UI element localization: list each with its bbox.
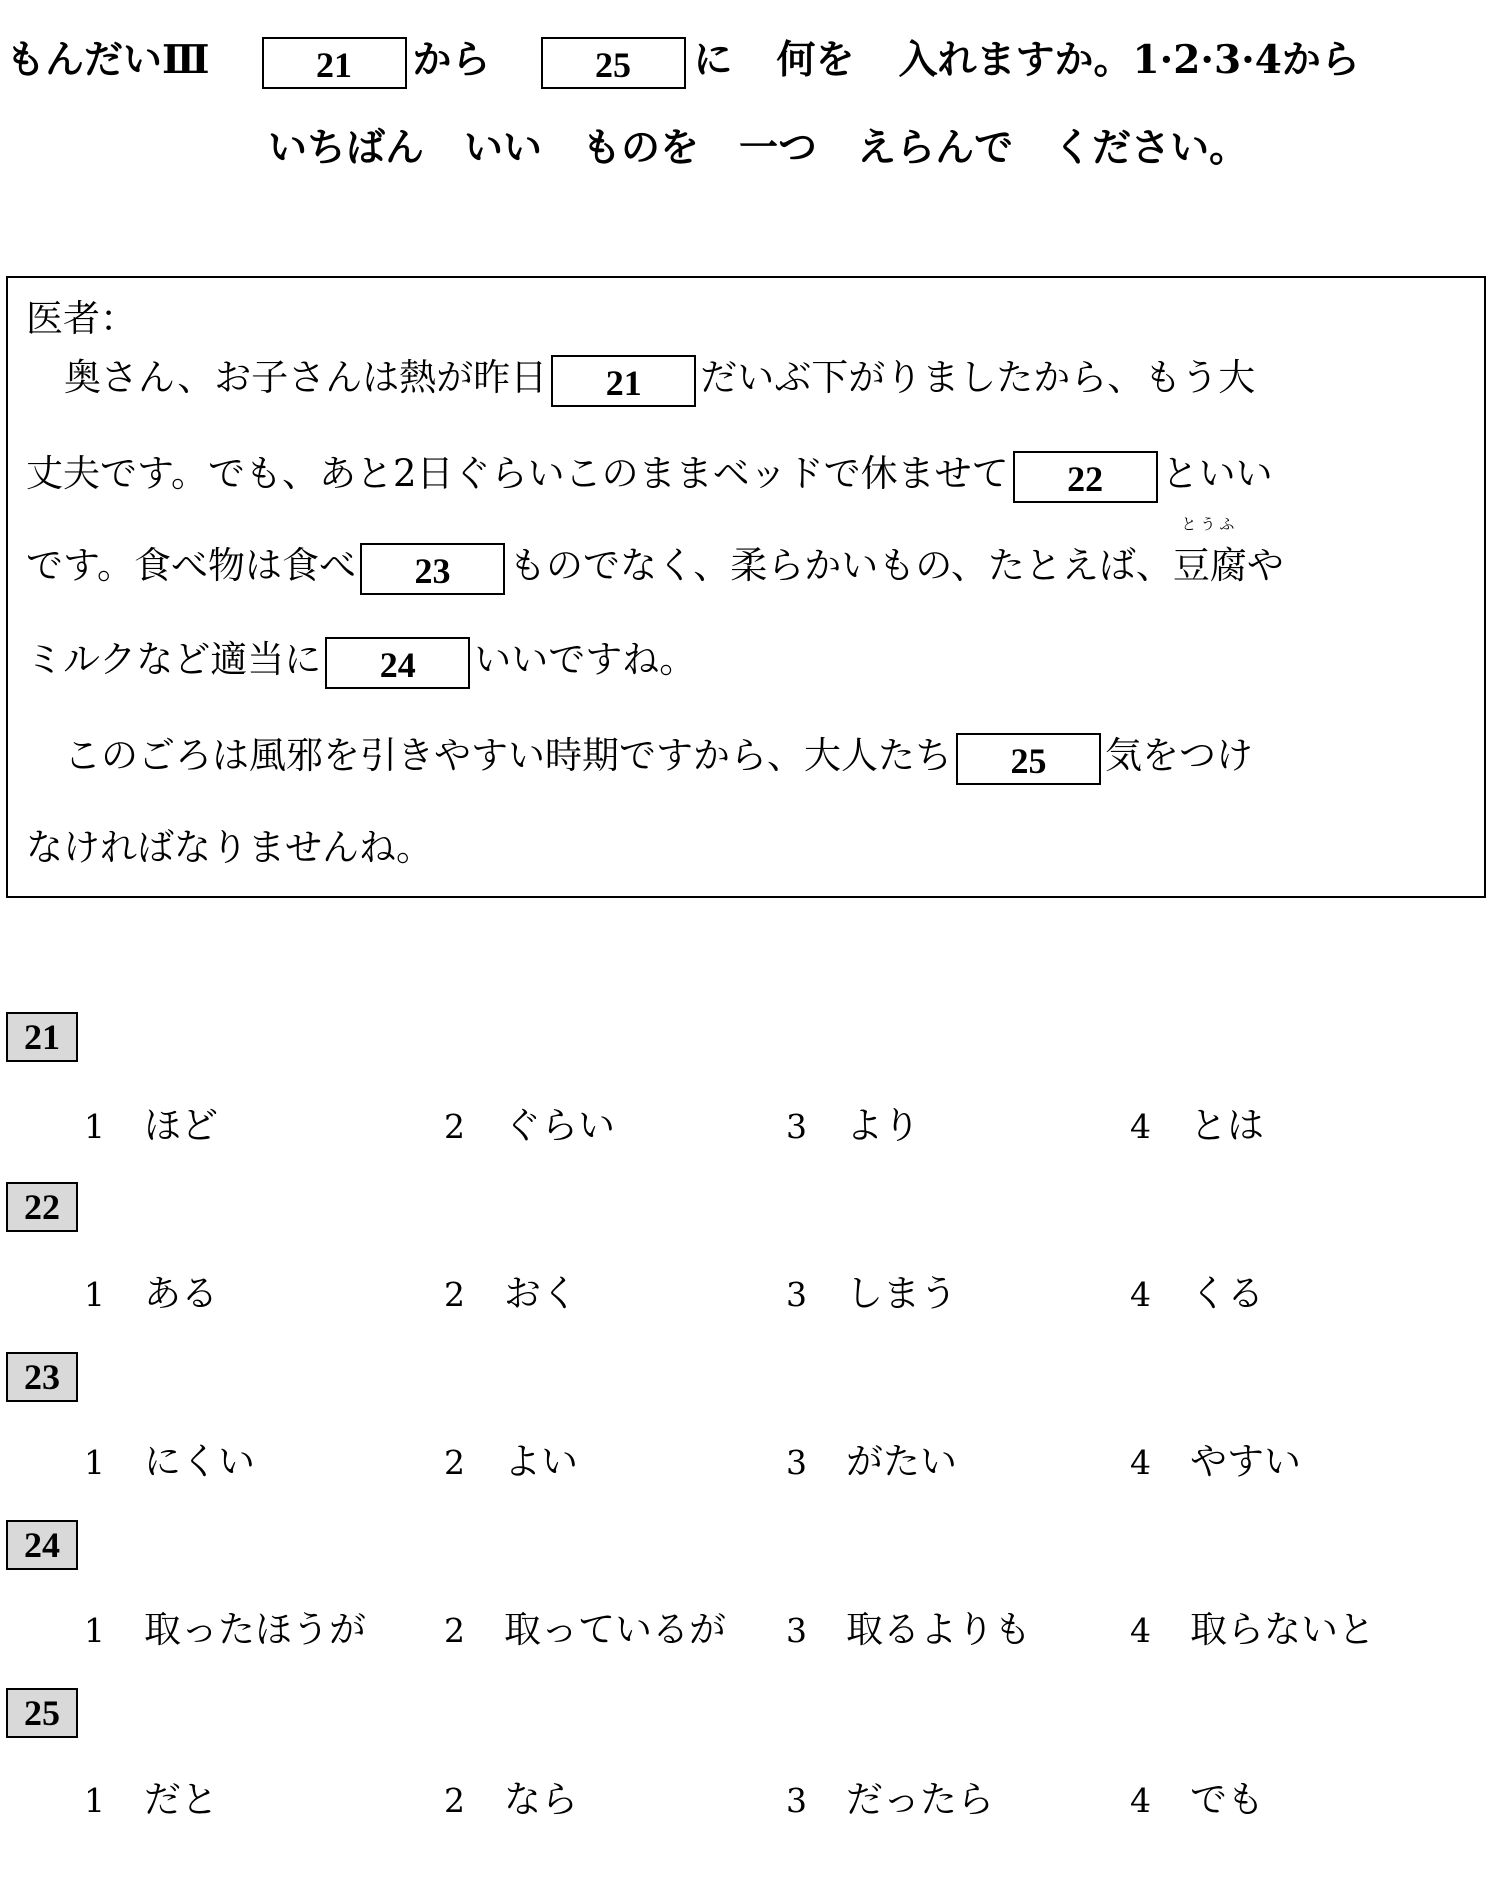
blank-25: 25 (956, 733, 1101, 785)
option[interactable]: 4 やすい (1130, 1440, 1301, 1483)
option[interactable]: 2 ぐらい (444, 1104, 615, 1147)
blank-21: 21 (551, 355, 696, 407)
passage-text: といい (1161, 452, 1273, 495)
instruction-line-2 (268, 118, 1288, 178)
instruction-nani: 何を (776, 37, 855, 83)
section-label: もんだいⅢ (6, 37, 210, 83)
question-number: 25 (6, 1688, 78, 1738)
option[interactable]: 1 ほど (84, 1104, 218, 1147)
passage-text: 気をつけ (1105, 734, 1253, 777)
option[interactable]: 3 より (786, 1104, 920, 1147)
option[interactable]: 4 でも (1130, 1778, 1264, 1821)
instruction-word: えらんで (857, 125, 1014, 171)
speaker-label: 医者： (26, 297, 137, 340)
question-number: 24 (6, 1520, 78, 1570)
option[interactable]: 2 よい (444, 1440, 578, 1483)
blank-23: 23 (360, 543, 505, 595)
tofu-with-reading (1172, 515, 1247, 596)
option[interactable]: 4 くる (1130, 1272, 1264, 1315)
question-options (0, 1600, 1492, 1660)
option[interactable]: 3 だったら (786, 1778, 994, 1821)
passage-line (26, 630, 696, 690)
option[interactable]: 1 ある (84, 1272, 218, 1315)
instruction-word: ものを (582, 125, 700, 171)
furigana: とうふ (1181, 515, 1239, 533)
passage-line (26, 444, 1273, 504)
option[interactable]: 2 おく (444, 1272, 578, 1315)
passage-box (6, 276, 1486, 898)
option[interactable]: 1 だと (84, 1778, 218, 1821)
passage-line (26, 348, 1255, 408)
option[interactable]: 2 取っているが (444, 1608, 726, 1651)
passage-text: なければなりませんね。 (26, 826, 433, 869)
passage-line (26, 726, 1253, 786)
passage-text: だいぶ下がりましたから、もう大 (700, 356, 1256, 399)
option[interactable]: 2 なら (444, 1778, 578, 1821)
passage-line (26, 818, 433, 878)
question-number: 23 (6, 1352, 78, 1402)
passage-text: 豆腐 (1172, 544, 1247, 587)
question-number: 21 (6, 1012, 78, 1062)
question-number: 22 (6, 1182, 78, 1232)
option[interactable]: 3 がたい (786, 1440, 957, 1483)
passage-text: ものでなく、柔らかいもの、たとえば、 (509, 544, 1173, 587)
instruction-word: いちばん (268, 125, 425, 171)
instruction-word: 一つ (739, 125, 818, 171)
instruction-kara: から (412, 37, 491, 83)
instruction-ireru: 入れますか。1·2·3·4から (898, 37, 1360, 83)
option[interactable]: 1 にくい (84, 1440, 255, 1483)
passage-text: 奥さん、お子さんは熱が昨日 (64, 356, 548, 399)
passage-text: このごろは風邪を引きやすい時期ですから、大人たち (64, 734, 952, 777)
instruction-word: ください。 (1053, 125, 1249, 171)
passage-line (26, 515, 1284, 596)
passage-text: です。食べ物は食べ (26, 544, 357, 587)
option[interactable]: 4 とは (1130, 1104, 1264, 1147)
passage-text: や (1246, 544, 1284, 587)
option[interactable]: 3 取るよりも (786, 1608, 1031, 1651)
blank-22: 22 (1013, 451, 1158, 503)
question-options (0, 1432, 1492, 1492)
blank-range-end: 25 (541, 37, 686, 89)
passage-text: いいですね。 (474, 638, 697, 681)
passage-text: ミルクなど適当に (26, 638, 322, 681)
passage-text: 丈夫です。でも、あと2日ぐらいこのままベッドで休ませて (26, 452, 1009, 495)
question-options (0, 1096, 1492, 1156)
instruction-line-1 (6, 30, 1360, 90)
option[interactable]: 1 取ったほうが (84, 1608, 366, 1651)
option[interactable]: 3 しまう (786, 1272, 957, 1315)
option[interactable]: 4 取らないと (1130, 1608, 1375, 1651)
instruction-word: いい (464, 125, 543, 171)
instruction-ni: に (693, 37, 733, 83)
blank-24: 24 (325, 637, 470, 689)
blank-range-start: 21 (262, 37, 407, 89)
question-options (0, 1264, 1492, 1324)
question-options (0, 1770, 1492, 1830)
